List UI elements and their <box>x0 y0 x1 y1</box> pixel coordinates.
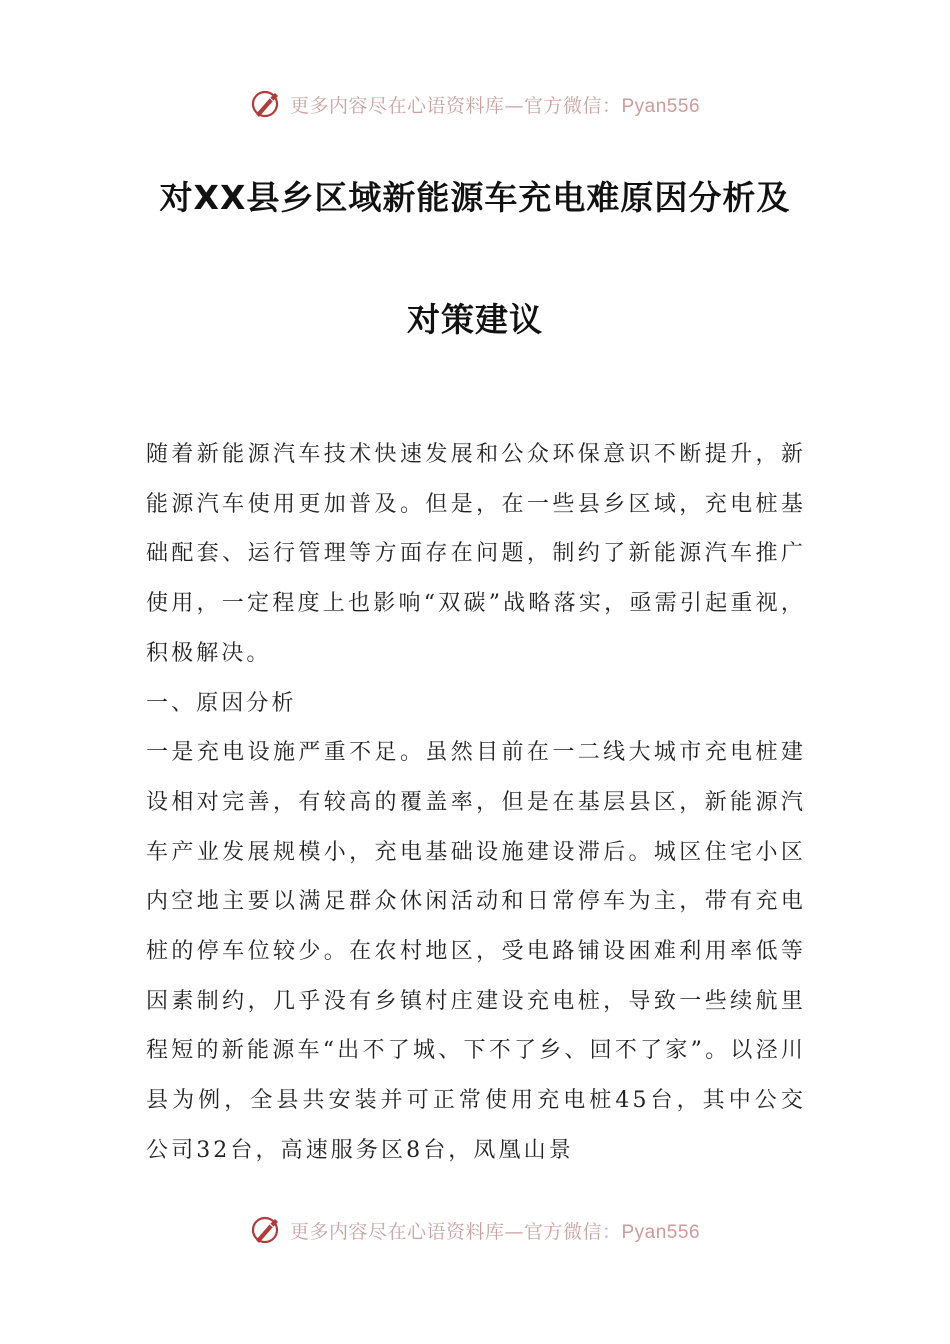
pen-logo-icon <box>250 1213 284 1247</box>
body-paragraph: 一是充电设施严重不足。虽然目前在一二线大城市充电桩建设相对完善，有较高的覆盖率，但是在基层县区，新能源汽车产业发展规模小，充电基础设施建设滞后。城区住宅小区内空地主要以满足群众休闲活动和日常停车为主，带有充电桩的停车位较少。在农村地区，受电路铺设困难利用率低等因素制约，几乎没有乡镇村庄建设充电桩，导致一些续航里程短的新能源车“出不了城、下不了乡、回不了家”。以泾川县为例，全县共安装并可正常使用充电桩45台，其中公交公司32台，高速服务区8台，凤凰山景 <box>146 740 806 1163</box>
pen-logo-icon <box>250 87 284 121</box>
header-watermark <box>0 84 950 124</box>
intro-paragraph: 随着新能源汽车技术快速发展和公众环保意识不断提升，新能源汽车使用更加普及。但是，在一些县乡区域，充电桩基础配套、运行管理等方面存在问题，制约了新能源汽车推广使用，一定程度上也影响“双碳”战略落实，亟需引起重视，积极解决。 <box>146 442 806 666</box>
document-body <box>146 430 806 1176</box>
watermark-text: 更多内容尽在心语资料库—官方微信：Pyan556 <box>289 1220 701 1243</box>
document-title-line-2: 对策建议 <box>407 300 543 339</box>
document-title-line-1: 对XX县乡区域新能源车充电难原因分析及 <box>159 178 791 217</box>
section-heading: 一、原因分析 <box>146 690 297 716</box>
footer-watermark <box>0 1210 950 1250</box>
watermark-text: 更多内容尽在心语资料库—官方微信：Pyan556 <box>289 94 701 117</box>
